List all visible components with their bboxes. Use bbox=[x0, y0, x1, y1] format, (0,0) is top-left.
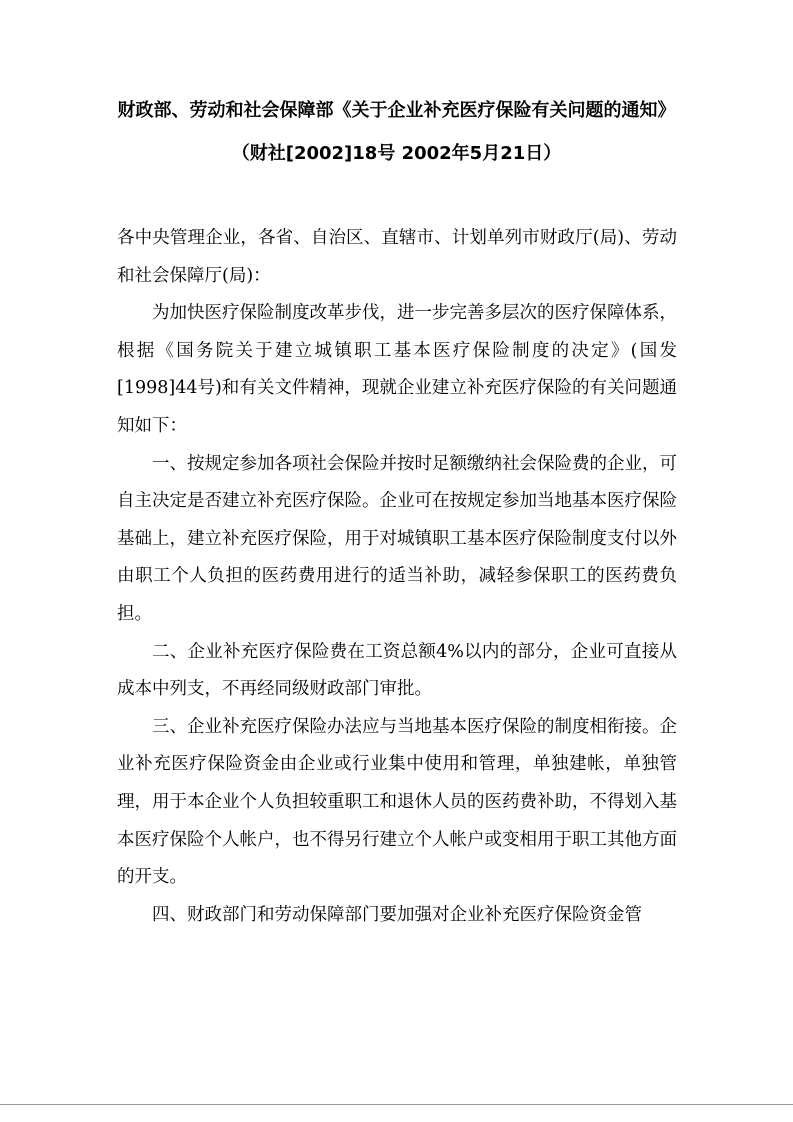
clause-2-paragraph: 二、企业补充医疗保险费在工资总额4%以内的部分，企业可直接从成本中列支，不再经同级财政部门审批。 bbox=[117, 641, 677, 700]
page-bottom-divider bbox=[0, 1104, 793, 1105]
addressee-paragraph: 各中央管理企业，各省、自治区、直辖市、计划单列市财政厅(局)、劳动和社会保障厅(局)： bbox=[117, 228, 677, 286]
document-title: 财政部、劳动和社会保障部《关于企业补充医疗保险有关问题的通知》 bbox=[117, 100, 676, 121]
document-subtitle: （财社[2002]18号 2002年5月21日） bbox=[231, 143, 562, 164]
clause-1-paragraph: 一、按规定参加各项社会保险并按时足额缴纳社会保险费的企业，可自主决定是否建立补充医疗保险。企业可在按规定参加当地基本医疗保险基础上，建立补充医疗保险，用于对城镇职工基本医疗保险制度支付以外由职工个人负担的医药费用进行的适当补助，减轻参保职工的医药费负担。 bbox=[117, 453, 677, 624]
intro-paragraph: 为加快医疗保险制度改革步伐，进一步完善多层次的医疗保障体系，根据《国务院关于建立城镇职工基本医疗保险制度的决定》(国发[1998]44号)和有关文件精神，现就企业建立补充医疗保险的有关问题通知如下： bbox=[117, 303, 677, 436]
clause-3-paragraph: 三、企业补充医疗保险办法应与当地基本医疗保险的制度相衔接。企业补充医疗保险资金由企业或行业集中使用和管理，单独建帐，单独管理，用于本企业个人负担较重职工和退休人员的医药费补助，不得划入基本医疗保险个人帐户，也不得另行建立个人帐户或变相用于职工其他方面的开支。 bbox=[117, 716, 677, 888]
document-body bbox=[117, 220, 677, 934]
clause-4-paragraph: 四、财政部门和劳动保障部门要加强对企业补充医疗保险资金管 bbox=[152, 904, 642, 925]
